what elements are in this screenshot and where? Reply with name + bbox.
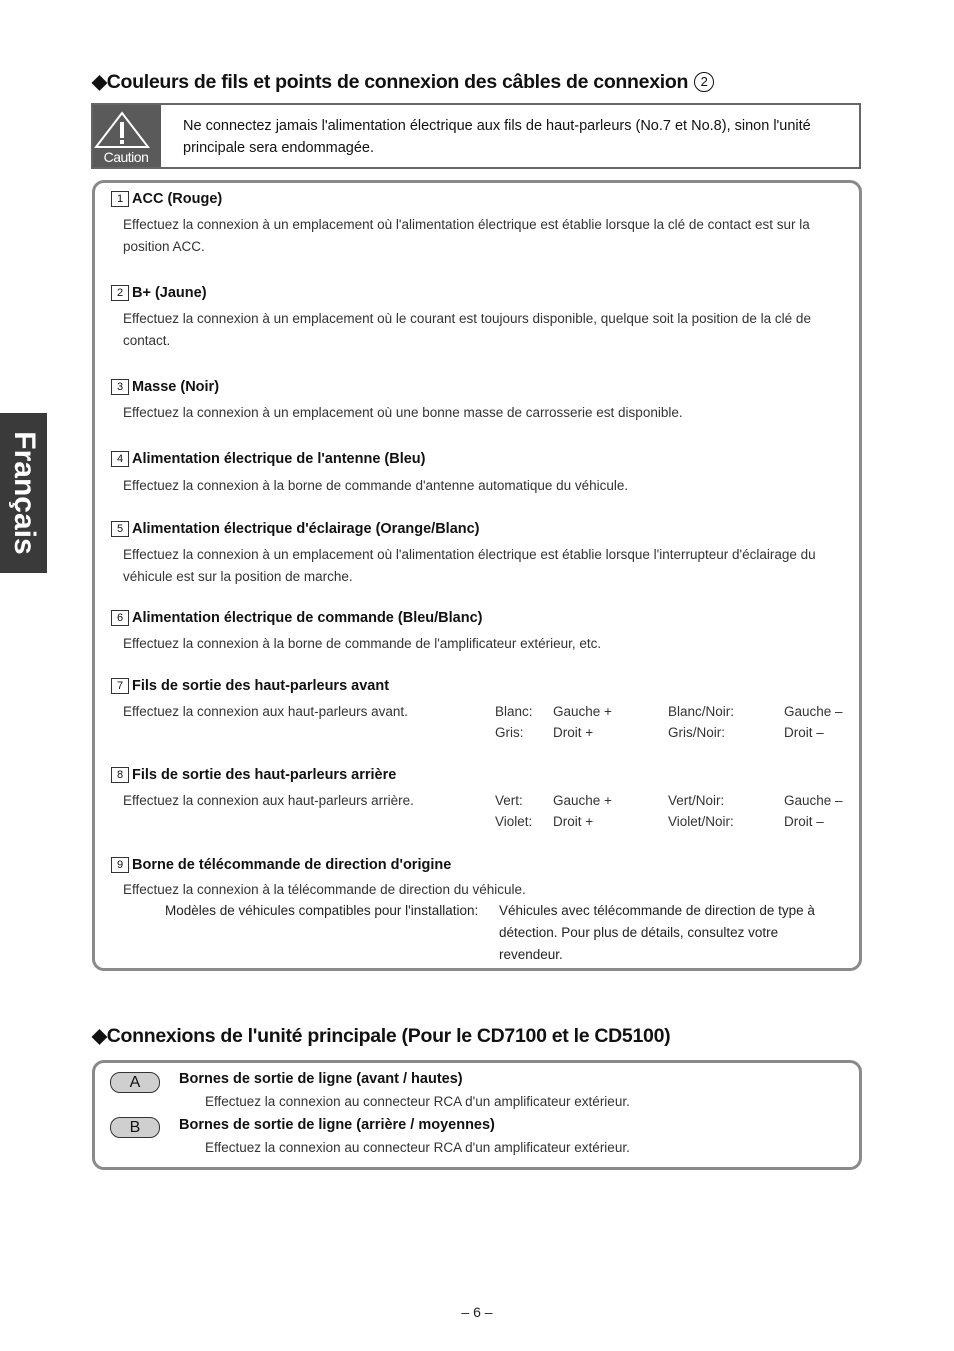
compat-line: détection. Pour plus de détails, consultez votre (499, 925, 779, 940)
connector-a-tab: A (110, 1072, 160, 1093)
connector-b-desc: Effectuez la connexion au connecteur RCA d'un amplificateur extérieur. (205, 1140, 630, 1155)
connector-a-desc: Effectuez la connexion au connecteur RCA d'un amplificateur extérieur. (205, 1094, 630, 1109)
item-6-title: Alimentation électrique de commande (Bleu/Blanc) (132, 610, 483, 626)
item-1-number: 1 (111, 191, 129, 207)
wire-position: Droit – (784, 814, 824, 829)
compat-label: Modèles de véhicules compatibles pour l'installation: (165, 903, 479, 918)
item-9-number: 9 (111, 857, 129, 873)
page-number: – 6 – (461, 1304, 493, 1320)
item-4-title: Alimentation électrique de l'antenne (Bleu) (132, 451, 426, 467)
caution-box (91, 103, 861, 169)
wire-color: Vert/Noir: (668, 793, 725, 808)
item-3-title: Masse (Noir) (132, 379, 220, 395)
wire-position: Gauche – (784, 704, 843, 719)
item-2-heading (111, 285, 207, 301)
section-1-title-text: ◆Couleurs de fils et points de connexion des câbles de connexion (92, 71, 689, 93)
caution-text: Ne connectez jamais l'alimentation électrique aux fils de haut-parleurs (No.7 et No.8), sinon l'unité principale sera endommagée. (183, 118, 811, 156)
item-2-number: 2 (111, 285, 129, 301)
wire-color: Blanc/Noir: (668, 704, 735, 719)
caution-label: Caution (103, 149, 149, 165)
wire-position: Droit + (553, 725, 594, 740)
item-5-desc: Effectuez la connexion à un emplacement où l'alimentation électrique est établie lorsque l'interrupteur d'éclairage du véhicule est sur la position de marche. (123, 547, 816, 584)
item-1-heading (111, 191, 222, 207)
wire-color: Blanc: (495, 704, 533, 719)
item-7-desc: Effectuez la connexion aux haut-parleurs avant. (123, 704, 408, 719)
item-5-number: 5 (111, 521, 129, 537)
item-7-number: 7 (111, 678, 129, 694)
item-6-desc: Effectuez la connexion à la borne de commande de l'amplificateur extérieur, etc. (123, 636, 602, 651)
wire-position: Droit + (553, 814, 594, 829)
item-9-title: Borne de télécommande de direction d'origine (132, 857, 452, 873)
connector-b-tab: B (110, 1117, 160, 1138)
language-label: Français (8, 431, 41, 555)
item-2-title: B+ (Jaune) (132, 285, 207, 301)
item-5-title: Alimentation électrique d'éclairage (Orange/Blanc) (132, 521, 480, 537)
wire-position: Droit – (784, 725, 824, 740)
item-3-heading (111, 379, 219, 395)
item-6-heading (111, 610, 483, 626)
caution-icon (93, 105, 161, 167)
connector-b-title: Bornes de sortie de ligne (arrière / moyennes) (179, 1117, 495, 1133)
wire-color: Violet/Noir: (668, 814, 734, 829)
item-9-heading (111, 857, 451, 873)
item-6-number: 6 (111, 610, 129, 626)
item-5-heading (111, 521, 480, 537)
section-1-title-number: 2 (694, 72, 714, 92)
item-2-desc: Effectuez la connexion à un emplacement où le courant est toujours disponible, quelque soit la position de la clé de contact. (123, 311, 811, 348)
item-4-number: 4 (111, 451, 129, 467)
item-3-desc: Effectuez la connexion à un emplacement où une bonne masse de carrosserie est disponible. (123, 405, 683, 420)
item-4-desc: Effectuez la connexion à la borne de commande d'antenne automatique du véhicule. (123, 478, 629, 493)
compat-line: revendeur. (499, 947, 563, 962)
item-3-number: 3 (111, 379, 129, 395)
wire-color: Vert: (495, 793, 523, 808)
item-9-desc: Effectuez la connexion à la télécommande de direction du véhicule. (123, 882, 526, 897)
item-8-number: 8 (111, 767, 129, 783)
item-4-heading (111, 451, 426, 467)
connector-a-title: Bornes de sortie de ligne (avant / hautes) (179, 1071, 463, 1087)
item-8-desc: Effectuez la connexion aux haut-parleurs arrière. (123, 793, 414, 808)
wire-color: Gris: (495, 725, 524, 740)
item-7-heading (111, 678, 389, 694)
wire-color: Violet: (495, 814, 533, 829)
item-7-title: Fils de sortie des haut-parleurs avant (132, 678, 390, 694)
section-2-title: ◆Connexions de l'unité principale (Pour le CD7100 et le CD5100) (92, 1025, 671, 1047)
wire-color: Gris/Noir: (668, 725, 725, 740)
wire-position: Gauche + (553, 704, 612, 719)
item-8-title: Fils de sortie des haut-parleurs arrière (132, 767, 397, 783)
wire-position: Gauche – (784, 793, 843, 808)
item-8-heading (111, 767, 396, 783)
item-1-desc: Effectuez la connexion à un emplacement où l'alimentation électrique est établie lorsque la clé de contact est sur la position ACC. (123, 217, 810, 254)
compat-line: Véhicules avec télécommande de direction de type à (499, 903, 815, 918)
section-1-title (92, 70, 714, 94)
item-1-title: ACC (Rouge) (132, 191, 223, 207)
wire-position: Gauche + (553, 793, 612, 808)
